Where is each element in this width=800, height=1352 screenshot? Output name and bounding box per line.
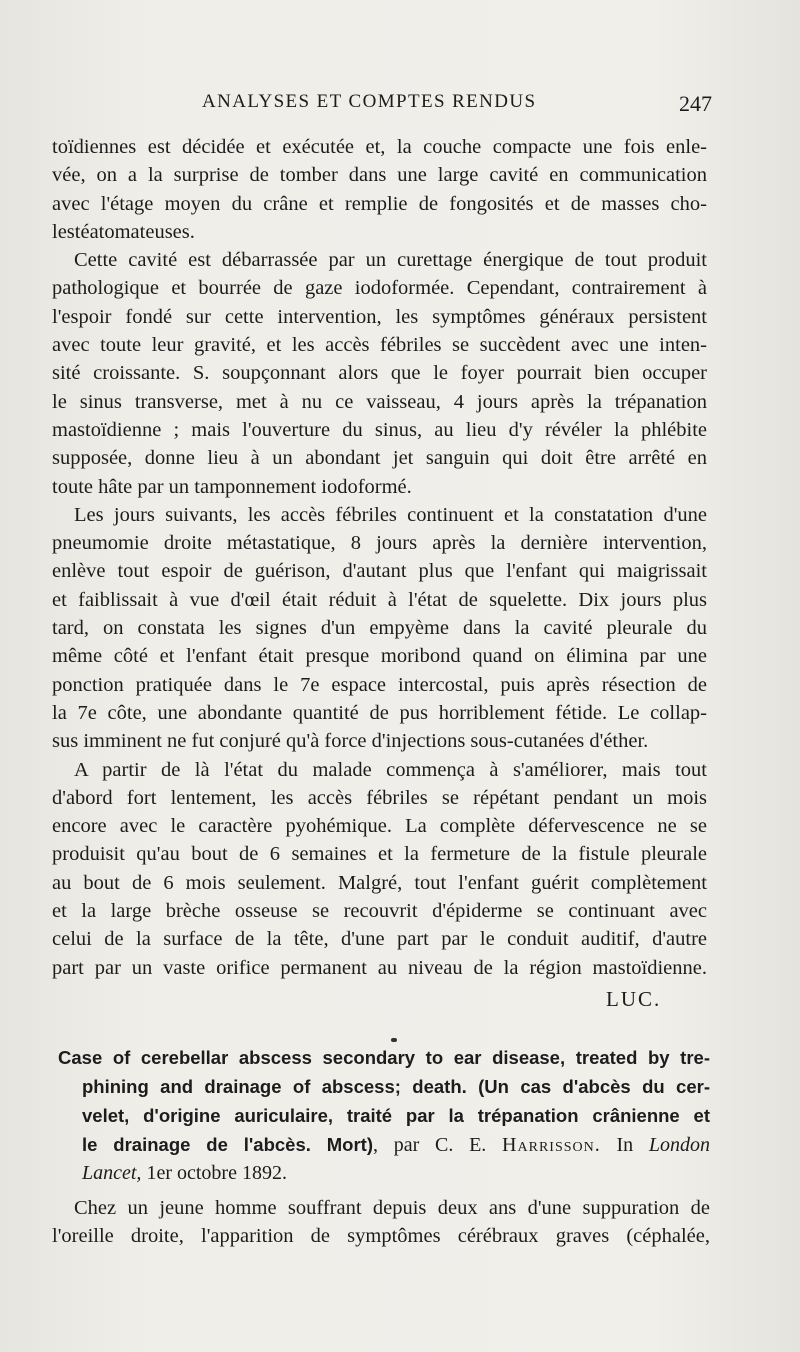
text-line: la 7e côte, une abondante quantité de pus horriblement fétide. Le collap- <box>52 701 707 724</box>
text-line: toute hâte par un tamponnement iodoformé. <box>52 475 412 498</box>
page-number: 247 <box>679 91 712 116</box>
text-line: l'oreille droite, l'apparition de symptômes cérébraux graves (céphalée, <box>52 1225 710 1248</box>
text-line: pathologique et bourrée de gaze iodoformée. Cependant, contrairement à <box>52 277 707 300</box>
text-line: celui de la surface de la tête, d'une part par le conduit auditif, d'autre <box>52 928 707 951</box>
text-line: avec toute leur gravité, et les accès fébriles se succèdent avec une inten- <box>52 334 707 357</box>
abstract-title-text: velet, d'origine auriculaire, traité par la trépanation crânienne et <box>82 1105 710 1126</box>
text-line: lestéatomateuses. <box>52 220 195 243</box>
text-line: part par un vaste orifice permanent au niveau de la région mastoïdienne. <box>52 956 707 979</box>
in-text: In <box>600 1134 649 1156</box>
text-line: tard, on constata les signes d'un empyème dans la cavité pleurale du <box>52 617 707 640</box>
text-line: enlève tout espoir de guérison, d'autant plus que l'enfant qui maigrissait <box>52 560 707 583</box>
running-title: ANALYSES ET COMPTES RENDUS <box>202 91 537 112</box>
text-line: Cette cavité est débarrassée par un curettage énergique de tout produit <box>74 249 707 272</box>
text-line: et la large brèche osseuse se recouvrit d'épiderme se continuant avec <box>52 900 707 923</box>
abstract-title-line <box>58 1101 710 1130</box>
text-line: même côté et l'enfant était presque moribond quand on élimina par une <box>52 645 707 668</box>
text-line: Les jours suivants, les accès fébriles continuent et la constatation d'une <box>74 503 707 526</box>
abstract-title-text: Case of cerebellar abscess secondary to ear disease, treated by tre- <box>58 1047 710 1068</box>
journal-name: Lancet, <box>82 1162 142 1184</box>
text-line: d'abord fort lentement, les accès fébriles se répétant pendant un mois <box>52 786 707 809</box>
text-line: Chez un jeune homme souffrant depuis deux ans d'une suppuration de <box>74 1197 710 1219</box>
text-line: au bout de 6 mois seulement. Malgré, tout l'enfant guérit complètement <box>52 871 707 894</box>
abstract-title-text: le drainage de l'abcès. Mort) <box>82 1134 373 1155</box>
text-line: supposée, donne lieu à un abondant jet sanguin qui doit être arrêté en <box>52 447 707 470</box>
abstract-citation-line <box>58 1130 710 1159</box>
text-line: encore avec le caractère pyohémique. La complète défervescence ne se <box>52 815 707 838</box>
author-name: Harrisson. <box>502 1134 601 1156</box>
text-line: produisit qu'au bout de 6 semaines et la fermeture de la fistule pleurale <box>52 843 707 866</box>
page-header <box>52 91 712 121</box>
text-line: A partir de là l'état du malade commença à s'améliorer, mais tout <box>74 758 707 781</box>
abstract-body-text <box>52 1194 710 1251</box>
text-line: le sinus transverse, met à nu ce vaisseau, 4 jours après la trépanation <box>52 390 707 413</box>
journal-name: London <box>648 1134 710 1156</box>
text-line: sus imminent ne fut conjuré qu'à force d'injections sous-cutanées d'éther. <box>52 730 649 753</box>
abstract-title-text: phining and drainage of abscess; death. (Un cas d'abcès du cer- <box>82 1076 710 1097</box>
abstract-title-line <box>58 1043 710 1072</box>
text-line: et faiblissait à vue d'œil était réduit à l'état de squelette. Dix jours plus <box>52 588 707 611</box>
abstract-heading <box>58 1043 710 1188</box>
text-line: avec l'étage moyen du crâne et remplie de fongosités et de masses cho- <box>52 192 707 215</box>
text-line: ponction pratiquée dans le 7e espace intercostal, puis après résection de <box>52 673 707 696</box>
text-line: vée, on a la surprise de tomber dans une large cavité en communication <box>52 164 707 187</box>
text-line: pneumomie droite métastatique, 8 jours après la dernière intervention, <box>52 532 707 555</box>
section-separator <box>391 1038 397 1042</box>
publication-date: 1er octobre 1892. <box>141 1162 287 1184</box>
text-line: toïdiennes est décidée et exécutée et, la couche compacte une fois enle- <box>52 136 707 158</box>
text-line: l'espoir fondé sur cette intervention, les symptômes généraux persistent <box>52 305 707 328</box>
by-prefix: , par C. E. <box>373 1134 503 1156</box>
abstract-citation-line <box>58 1159 710 1188</box>
text-line: mastoïdienne ; mais l'ouverture du sinus, au lieu d'y révéler la phlébite <box>52 418 707 441</box>
report-body-text <box>52 133 707 982</box>
abstract-title-line <box>58 1072 710 1101</box>
author-signature: LUC. <box>606 987 662 1011</box>
text-line: sité croissante. S. soupçonnant alors que le foyer pourrait bien occuper <box>52 362 707 385</box>
